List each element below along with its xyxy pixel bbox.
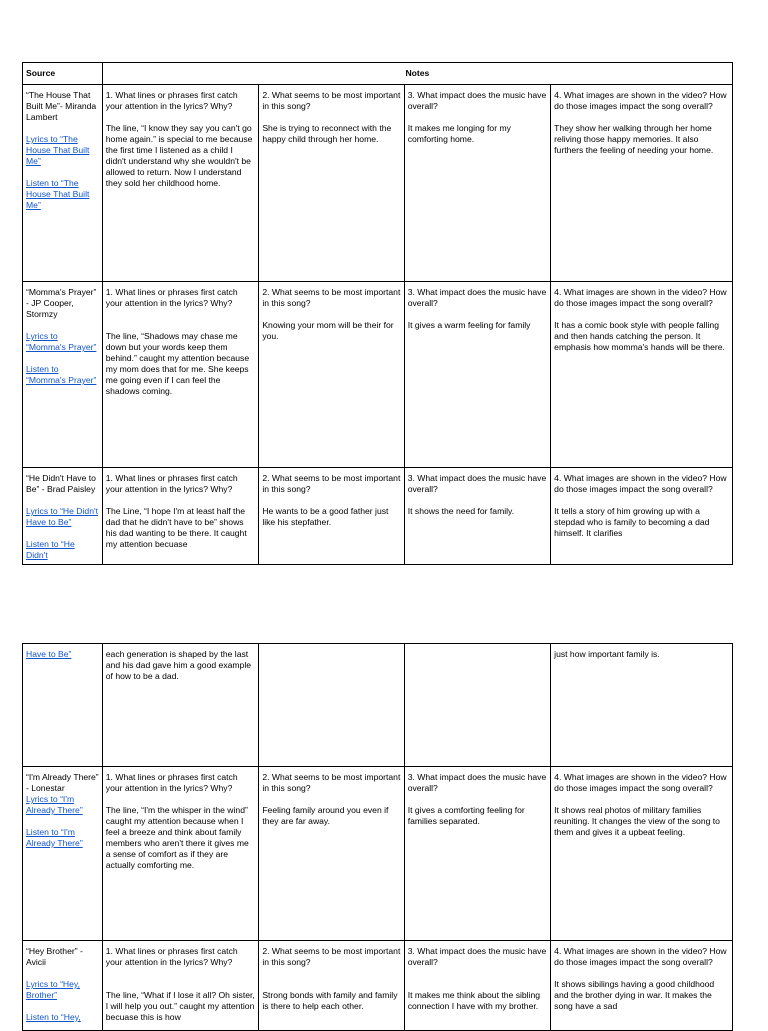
question-3-text: 3. What impact does the music have overall? [407, 473, 547, 494]
table-row [23, 941, 733, 1031]
source-cell [23, 767, 103, 941]
lyrics-link[interactable]: Lyrics to “The House That Built Me” [26, 134, 90, 166]
answer-3-text: It makes me longing for my comforting home. [407, 123, 511, 144]
question-2-cell [259, 85, 404, 282]
question-2-text: 2. What seems to be most important in this song? [262, 473, 401, 494]
answer-3-text: It makes me think about the sibling connection I have with my brother. [407, 990, 541, 1011]
answer-1-text: The line, “I know they say you can't go home again.” is special to me because the first time I listened as a child I didn't understand why she wouldn't be allowed to return. Now I understand they sold her childhood home. [105, 123, 253, 188]
question-3-cell [404, 644, 550, 767]
listen-link[interactable]: Listen to “He Didn't [26, 539, 75, 560]
question-1-cell [102, 644, 259, 767]
question-1-cell [102, 85, 259, 282]
question-4-text: 4. What images are shown in the video? How do those images impact the song overall? [554, 946, 727, 967]
answer-1-text: each generation is shaped by the last and his dad gave him a good example of how to be a dad. [105, 649, 252, 681]
answer-1-text: The Line, “I hope I'm at least half the dad that he didn't have to be” shows his dad wanting to be there. It caught my attention becuase [105, 506, 247, 549]
question-4-text: 4. What images are shown in the video? How do those images impact the song overall? [554, 473, 727, 494]
question-4-cell [551, 767, 733, 941]
question-3-text: 3. What impact does the music have overall? [407, 772, 547, 793]
page-2-table-block [22, 643, 733, 1031]
listen-link[interactable]: Listen to “I'm Already There” [26, 827, 83, 848]
source-cell [23, 644, 103, 767]
source-cell [23, 941, 103, 1031]
answer-4-text: It tells a story of him growing up with a stepdad who is family to becoming a dad himself. It clarifies [554, 506, 710, 538]
notes-table-page-1 [22, 62, 733, 565]
question-2-cell [259, 767, 404, 941]
question-2-cell [259, 941, 404, 1031]
question-2-text: 2. What seems to be most important in this song? [262, 772, 401, 793]
song-title: “Momma's Prayer” - JP Cooper, Stormzy [26, 287, 97, 319]
lyrics-link[interactable]: Lyrics to “Momma's Prayer” [26, 331, 97, 352]
table-row [23, 644, 733, 767]
question-3-text: 3. What impact does the music have overall? [407, 946, 547, 967]
question-2-text: 2. What seems to be most important in this song? [262, 90, 401, 111]
question-3-text: 3. What impact does the music have overall? [407, 287, 547, 308]
answer-3-text: It gives a warm feeling for family [407, 320, 531, 330]
question-4-cell [551, 941, 733, 1031]
question-1-text: 1. What lines or phrases first catch your attention in the lyrics? Why? [105, 946, 238, 967]
answer-2-text: She is trying to reconnect with the happy child through her home. [262, 123, 392, 144]
lyrics-link[interactable]: Lyrics to “He Didn't Have to Be” [26, 506, 99, 527]
song-title: “I'm Already There” - Lonestar [26, 772, 99, 793]
song-title: “The House That Built Me”- Miranda Lambert [26, 90, 97, 122]
song-title: “Hey Brother” - Avicii [26, 946, 83, 967]
answer-3-text: It shows the need for family. [407, 506, 515, 516]
table-row [23, 767, 733, 941]
question-4-text: 4. What images are shown in the video? How do those images impact the song overall? [554, 287, 727, 308]
question-1-cell [102, 767, 259, 941]
question-4-text: 4. What images are shown in the video? How do those images impact the song overall? [554, 90, 727, 111]
table-row [23, 468, 733, 565]
question-2-text: 2. What seems to be most important in this song? [262, 946, 401, 967]
table-row [23, 282, 733, 468]
question-3-text: 3. What impact does the music have overall? [407, 90, 547, 111]
question-1-text: 1. What lines or phrases first catch your attention in the lyrics? Why? [105, 772, 238, 793]
question-3-cell [404, 941, 550, 1031]
table-row [23, 85, 733, 282]
answer-4-text: It shows real photos of military families reuniting. It changes the view of the song to them and gives it a upbeat feeling. [554, 805, 720, 837]
listen-link[interactable]: Listen to “Hey, [26, 1012, 81, 1022]
answer-1-text: The line, “What if I lose it all? Oh sister, I will help you out.” caught my attention becuase this is how [105, 990, 255, 1022]
listen-link[interactable]: Have to Be” [26, 649, 72, 659]
listen-link[interactable]: Listen to “Momma's Prayer” [26, 364, 97, 385]
answer-3-text: It gives a comforting feeling for families separated. [407, 805, 525, 826]
source-cell [23, 468, 103, 565]
answer-2-text: Knowing your mom will be their for you. [262, 320, 394, 341]
question-2-cell [259, 468, 404, 565]
question-4-text: 4. What images are shown in the video? How do those images impact the song overall? [554, 772, 727, 793]
source-cell [23, 85, 103, 282]
header-row [23, 63, 733, 85]
answer-1-text: The line, “Shadows may chase me down but your words keep them behind.” caught my attention because my mom does that for me. She keeps me going even if I can feel the shadows coming. [105, 331, 250, 396]
answer-2-text: Feeling family around you even if they are far away. [262, 805, 389, 826]
answer-4-text: It has a comic book style with people falling and then hands catching the person. It emphasis how momma's hands will be there. [554, 320, 725, 352]
lyrics-link[interactable]: Lyrics to “I'm Already There” [26, 794, 83, 815]
listen-link[interactable]: Listen to “The House That Built Me” [26, 178, 90, 210]
answer-1-text: The line, “I'm the whisper in the wind” caught my attention because when I feel a breeze and think about family members who aren't there it gives me a sense of comfort as if they are actually comforting me. [105, 805, 249, 870]
answer-2-text: Strong bonds with family and family is there to help each other. [262, 990, 398, 1011]
answer-4-text: just how important family is. [554, 649, 660, 659]
question-3-cell [404, 282, 550, 468]
source-header: Source [23, 63, 103, 85]
source-cell [23, 282, 103, 468]
question-3-cell [404, 468, 550, 565]
page-1-table-block [22, 62, 733, 565]
answer-4-text: They show her walking through her home reliving those happy memories. It also furthers the feeling of needing your home. [554, 123, 714, 155]
notes-header: Notes [102, 63, 732, 85]
lyrics-link[interactable]: Lyrics to “Hey, Brother” [26, 979, 80, 1000]
question-4-cell [551, 644, 733, 767]
question-1-cell [102, 468, 259, 565]
question-3-cell [404, 767, 550, 941]
song-title: “He Didn't Have to Be” - Brad Paisley [26, 473, 96, 494]
answer-4-text: It shows sibilings having a good childhood and the brother dying in war. It makes the song have a sad [554, 979, 715, 1011]
question-4-cell [551, 468, 733, 565]
question-2-text: 2. What seems to be most important in this song? [262, 287, 401, 308]
question-2-cell [259, 644, 404, 767]
question-1-text: 1. What lines or phrases first catch your attention in the lyrics? Why? [105, 473, 238, 494]
question-1-cell [102, 941, 259, 1031]
question-4-cell [551, 85, 733, 282]
question-1-text: 1. What lines or phrases first catch your attention in the lyrics? Why? [105, 287, 238, 308]
question-3-cell [404, 85, 550, 282]
question-4-cell [551, 282, 733, 468]
answer-2-text: He wants to be a good father just like his stepfather. [262, 506, 389, 527]
question-1-cell [102, 282, 259, 468]
notes-table-page-2 [22, 643, 733, 1031]
question-2-cell [259, 282, 404, 468]
question-1-text: 1. What lines or phrases first catch your attention in the lyrics? Why? [105, 90, 238, 111]
